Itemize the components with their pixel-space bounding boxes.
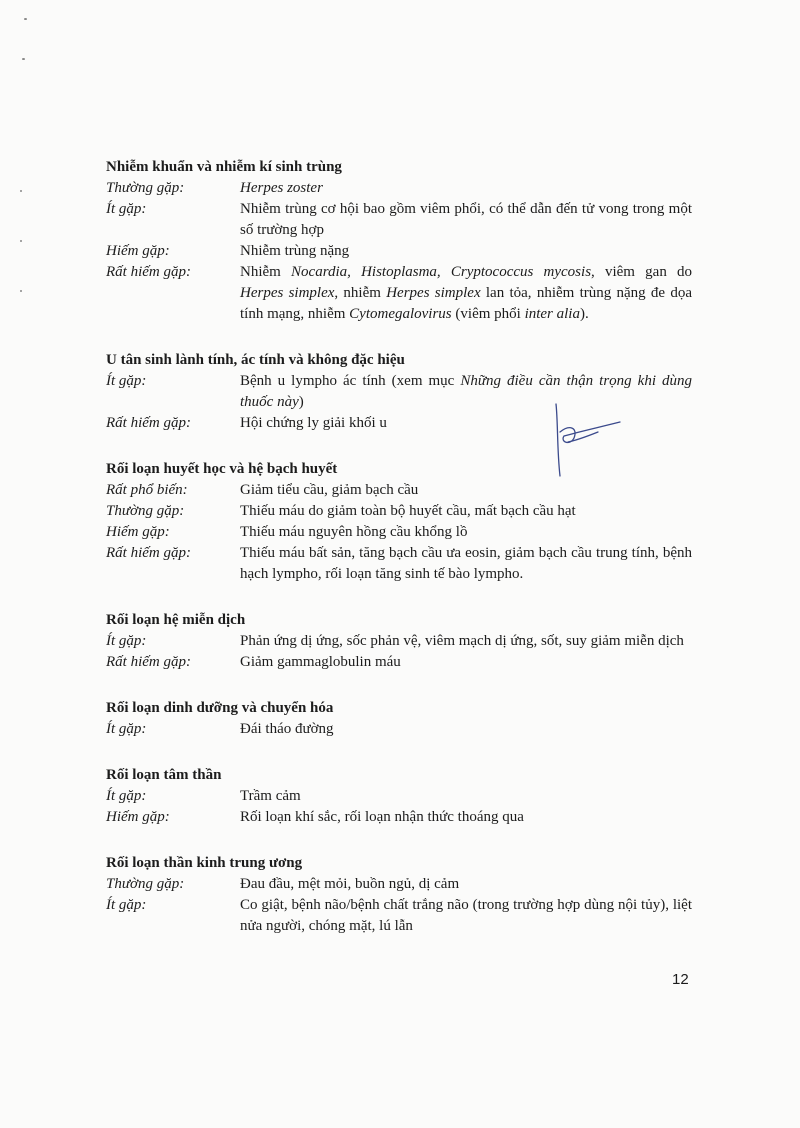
effect-description bbox=[240, 652, 692, 673]
section-title: Rối loạn tâm thần bbox=[106, 767, 222, 783]
frequency-row bbox=[106, 178, 692, 199]
effect-description bbox=[240, 895, 692, 937]
effect-description bbox=[240, 480, 692, 501]
frequency-label: Ít gặp: bbox=[106, 721, 147, 737]
effect-description bbox=[240, 522, 692, 543]
frequency-label: Thường gặp: bbox=[106, 876, 185, 892]
text-fragment: , viêm gan do bbox=[591, 264, 693, 280]
italic-term: Herpes simplex bbox=[240, 285, 335, 301]
text-fragment: ) bbox=[298, 394, 304, 410]
frequency-row bbox=[106, 199, 692, 241]
frequency-label: Rất phổ biến: bbox=[106, 482, 188, 498]
effect-description bbox=[240, 262, 692, 325]
text-fragment: ). bbox=[579, 306, 589, 322]
frequency-label: Thường gặp: bbox=[106, 180, 185, 196]
frequency-row bbox=[106, 874, 692, 895]
text-fragment: Đái tháo đường bbox=[240, 721, 334, 737]
section bbox=[106, 157, 692, 325]
section-title: Rối loạn thần kinh trung ương bbox=[106, 855, 303, 871]
text-fragment: Hội chứng ly giải khối u bbox=[240, 415, 387, 431]
scan-speck bbox=[22, 58, 25, 60]
italic-term: Nocardia, Histoplasma, Cryptococcus mycosis bbox=[291, 264, 592, 280]
section bbox=[106, 853, 692, 937]
effect-description bbox=[240, 807, 692, 828]
text-fragment: (viêm phổi bbox=[451, 306, 525, 322]
signature-icon bbox=[548, 402, 624, 486]
text-fragment: Phản ứng dị ứng, sốc phản vệ, viêm mạch dị ứng, sốt, suy giảm miễn dịch bbox=[240, 633, 684, 649]
frequency-row bbox=[106, 501, 692, 522]
frequency-row bbox=[106, 652, 692, 673]
text-fragment: Trầm cảm bbox=[240, 788, 301, 804]
page-number: 12 bbox=[672, 971, 689, 988]
text-fragment: lan tỏa, nhiễm trùng nặng đe dọa tính mạng, nhiễm bbox=[240, 285, 693, 322]
frequency-label: Ít gặp: bbox=[106, 633, 147, 649]
frequency-row bbox=[106, 241, 692, 262]
effect-description bbox=[240, 631, 692, 652]
text-fragment: Thiếu máu nguyên hồng cầu khổng lồ bbox=[240, 524, 468, 540]
frequency-row bbox=[106, 262, 692, 325]
frequency-label: Ít gặp: bbox=[106, 201, 147, 217]
text-fragment: , nhiễm bbox=[334, 285, 387, 301]
frequency-label: Thường gặp: bbox=[106, 503, 185, 519]
text-fragment: Bệnh u lympho ác tính (xem mục bbox=[240, 373, 461, 389]
effect-description bbox=[240, 501, 692, 522]
effect-description bbox=[240, 241, 692, 262]
scan-speck bbox=[20, 190, 22, 192]
frequency-row bbox=[106, 631, 692, 652]
frequency-label: Rất hiếm gặp: bbox=[106, 264, 191, 280]
scan-speck bbox=[20, 290, 22, 292]
section bbox=[106, 698, 692, 740]
italic-term: Herpes zoster bbox=[240, 180, 323, 196]
frequency-label: Ít gặp: bbox=[106, 897, 147, 913]
text-fragment: Co giật, bệnh não/bệnh chất trắng não (trong trường hợp dùng nội tủy), liệt nửa người, chóng mặt, lú lẫn bbox=[240, 897, 692, 934]
section-title: Nhiễm khuẩn và nhiễm kí sinh trùng bbox=[106, 159, 342, 175]
text-fragment: Nhiễm trùng cơ hội bao gồm viêm phổi, có thể dẫn đến tử vong trong một số trường hợp bbox=[240, 201, 692, 238]
frequency-label: Ít gặp: bbox=[106, 373, 147, 389]
frequency-row bbox=[106, 522, 692, 543]
text-fragment: Nhiễm bbox=[240, 264, 292, 280]
italic-term: Cytomegalovirus bbox=[349, 306, 452, 322]
frequency-row bbox=[106, 807, 692, 828]
text-fragment: Giảm tiểu cầu, giảm bạch cầu bbox=[240, 482, 419, 498]
frequency-label: Ít gặp: bbox=[106, 788, 147, 804]
frequency-label: Rất hiếm gặp: bbox=[106, 654, 191, 670]
text-fragment: Thiếu máu bất sản, tăng bạch cầu ưa eosin, giảm bạch cầu trung tính, bệnh hạch lympho, rối loạn tăng sinh tế bào lympho. bbox=[240, 545, 692, 582]
frequency-label: Rất hiếm gặp: bbox=[106, 545, 191, 561]
text-fragment: Giảm gammaglobulin máu bbox=[240, 654, 401, 670]
effect-description bbox=[240, 199, 692, 241]
frequency-row bbox=[106, 895, 692, 937]
scan-speck bbox=[20, 240, 22, 242]
effect-description bbox=[240, 719, 692, 740]
adverse-effects-list bbox=[106, 157, 692, 962]
frequency-label: Hiếm gặp: bbox=[106, 809, 170, 825]
text-fragment: Rối loạn khí sắc, rối loạn nhận thức thoáng qua bbox=[240, 809, 524, 825]
frequency-row bbox=[106, 786, 692, 807]
frequency-row bbox=[106, 719, 692, 740]
text-fragment: Nhiễm trùng nặng bbox=[240, 243, 350, 259]
italic-term: Herpes simplex bbox=[386, 285, 481, 301]
effect-description bbox=[240, 786, 692, 807]
section-title: Rối loạn dinh dưỡng và chuyển hóa bbox=[106, 700, 334, 716]
italic-term: inter alia bbox=[524, 306, 580, 322]
effect-description bbox=[240, 178, 692, 199]
effect-description bbox=[240, 543, 692, 585]
frequency-label: Rất hiếm gặp: bbox=[106, 415, 191, 431]
effect-description bbox=[240, 874, 692, 895]
frequency-label: Hiếm gặp: bbox=[106, 243, 170, 259]
section bbox=[106, 610, 692, 673]
italic-term: Những điều cần thận trọng khi dùng thuốc này bbox=[240, 373, 692, 410]
section-title: Rối loạn hệ miễn dịch bbox=[106, 612, 246, 628]
section-title: U tân sinh lành tính, ác tính và không đặc hiệu bbox=[106, 352, 405, 368]
scan-speck bbox=[24, 18, 27, 20]
text-fragment: Đau đầu, mệt mỏi, buồn ngủ, dị cảm bbox=[240, 876, 460, 892]
frequency-row bbox=[106, 543, 692, 585]
effect-description bbox=[240, 371, 692, 413]
frequency-label: Hiếm gặp: bbox=[106, 524, 170, 540]
text-fragment: Thiếu máu do giảm toàn bộ huyết cầu, mất bạch cầu hạt bbox=[240, 503, 576, 519]
section-title: Rối loạn huyết học và hệ bạch huyết bbox=[106, 461, 338, 477]
effect-description bbox=[240, 413, 692, 434]
section bbox=[106, 765, 692, 828]
